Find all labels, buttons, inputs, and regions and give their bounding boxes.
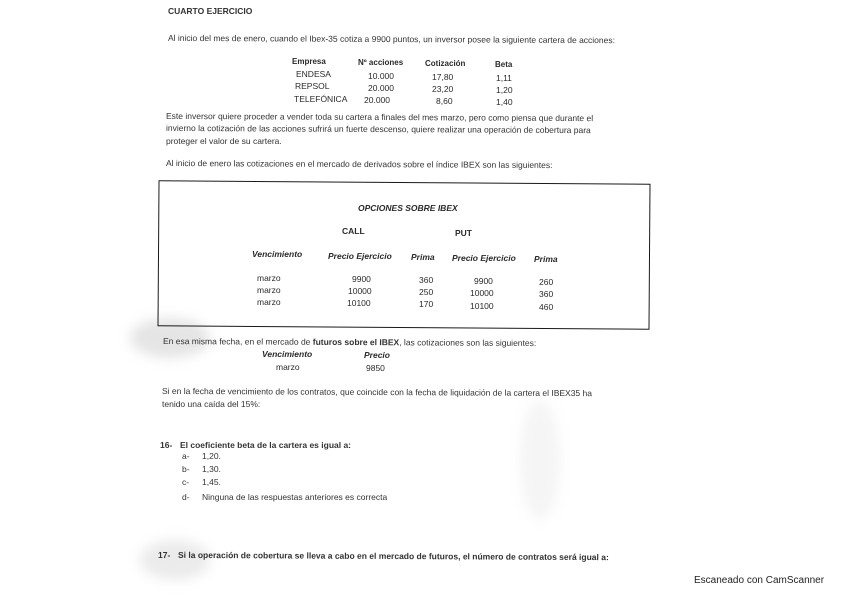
futures-cell: marzo [276,362,300,372]
question-17-number: 17- [158,550,171,560]
paragraph-text: Al inicio de enero las cotizaciones en el mercado de derivados sobre el índice IBEX son las siguientes: [165,157,553,171]
exercise-title: CUARTO EJERCICIO [168,6,253,16]
paragraph-line: tenido una caída del 15%: [162,399,261,409]
options-cell: marzo [257,297,281,307]
paragraph-line: proteger el valor de su cartera. [166,136,282,146]
futures-intro-bold: futuros sobre el IBEX [312,336,400,348]
answer-letter: a- [182,451,190,461]
answer-letter: d- [182,492,190,502]
options-cell: 10000 [348,286,372,296]
portfolio-cell: REPSOL [295,81,330,91]
options-cell: 9900 [352,274,371,284]
options-cell: 10000 [470,288,494,298]
answer-text: 1,45. [202,477,221,487]
options-cell: 10100 [347,298,371,308]
futures-cell: 9850 [366,363,385,373]
portfolio-header: Nº acciones [358,58,404,67]
portfolio-header: Cotización [425,59,466,68]
futures-header: Vencimiento [262,349,313,359]
portfolio-cell: 23,20 [432,84,454,94]
portfolio-cell: TELEFÓNICA [294,94,348,104]
portfolio-cell: 10.000 [368,71,394,81]
options-cell: 460 [539,302,554,312]
options-cell: 10100 [470,301,494,311]
answer-text: 1,20. [202,451,221,461]
portfolio-cell: 20.000 [364,95,390,105]
options-cell: marzo [257,273,281,283]
options-title: OPCIONES SOBRE IBEX [358,203,458,213]
portfolio-cell: 8,60 [436,96,453,106]
question-17-text: Si la operación de cobertura se lleva a cabo en el mercado de futuros, el número de contratos será igual a: [177,549,609,563]
options-header: Precio Ejercicio [452,253,516,263]
portfolio-cell: 1,40 [496,97,513,107]
options-header: Prima [411,252,435,262]
answer-text: 1,30. [202,464,221,474]
futures-intro-end: , las cotizaciones son las siguientes: [399,337,537,348]
answer-letter: c- [182,477,190,487]
options-cell: 360 [539,289,554,299]
options-cell: 9900 [474,276,493,286]
futures-intro-start: En esa misma fecha, en el mercado de [162,336,313,347]
options-cell: 360 [419,275,434,285]
options-header: Precio Ejercicio [328,251,392,261]
scan-smudge [140,540,210,580]
portfolio-cell: 1,20 [496,85,513,95]
paragraph-line: Este inversor quiere proceder a vender toda su cartera a finales del mes marzo, pero como piensa que durante el [165,110,594,124]
options-cell: 250 [419,287,434,297]
options-cell: 260 [539,277,554,287]
options-header: Prima [534,254,558,264]
futures-intro [163,336,536,348]
intro-text: Al inicio del mes de enero, cuando el Ibex-35 cotiza a 9900 puntos, un inversor posee la siguiente cartera de acciones: [167,32,616,46]
camscanner-watermark: Escaneado con CamScanner [694,575,825,586]
answer-letter: b- [182,464,190,474]
options-cell: marzo [257,285,281,295]
answer-text: Ninguna de las respuestas anteriores es correcta [202,492,388,502]
paragraph-line: Si en la fecha de vencimiento de los contratos, que coincide con la fecha de liquidación de la cartera el IBEX35 ha [161,385,593,399]
portfolio-cell: ENDESA [296,69,331,79]
portfolio-header: Beta [495,60,513,69]
call-label: CALL [342,226,365,236]
paragraph-line: invierno la cotización de las acciones sufrirá un fuerte descenso, quiere realizar una operación de cobertura para [165,122,591,136]
question-16-number: 16- [160,440,173,450]
portfolio-cell: 17,80 [432,72,454,82]
question-16-text: El coeficiente beta de la cartera es igual a: [180,440,352,450]
futures-header: Precio [364,350,390,360]
scan-smudge [520,400,560,520]
options-header: Vencimiento [252,249,303,259]
portfolio-header: Empresa [292,57,326,66]
put-label: PUT [455,228,472,238]
options-cell: 170 [419,299,434,309]
portfolio-cell: 20.000 [368,83,394,93]
portfolio-cell: 1,11 [496,73,512,83]
